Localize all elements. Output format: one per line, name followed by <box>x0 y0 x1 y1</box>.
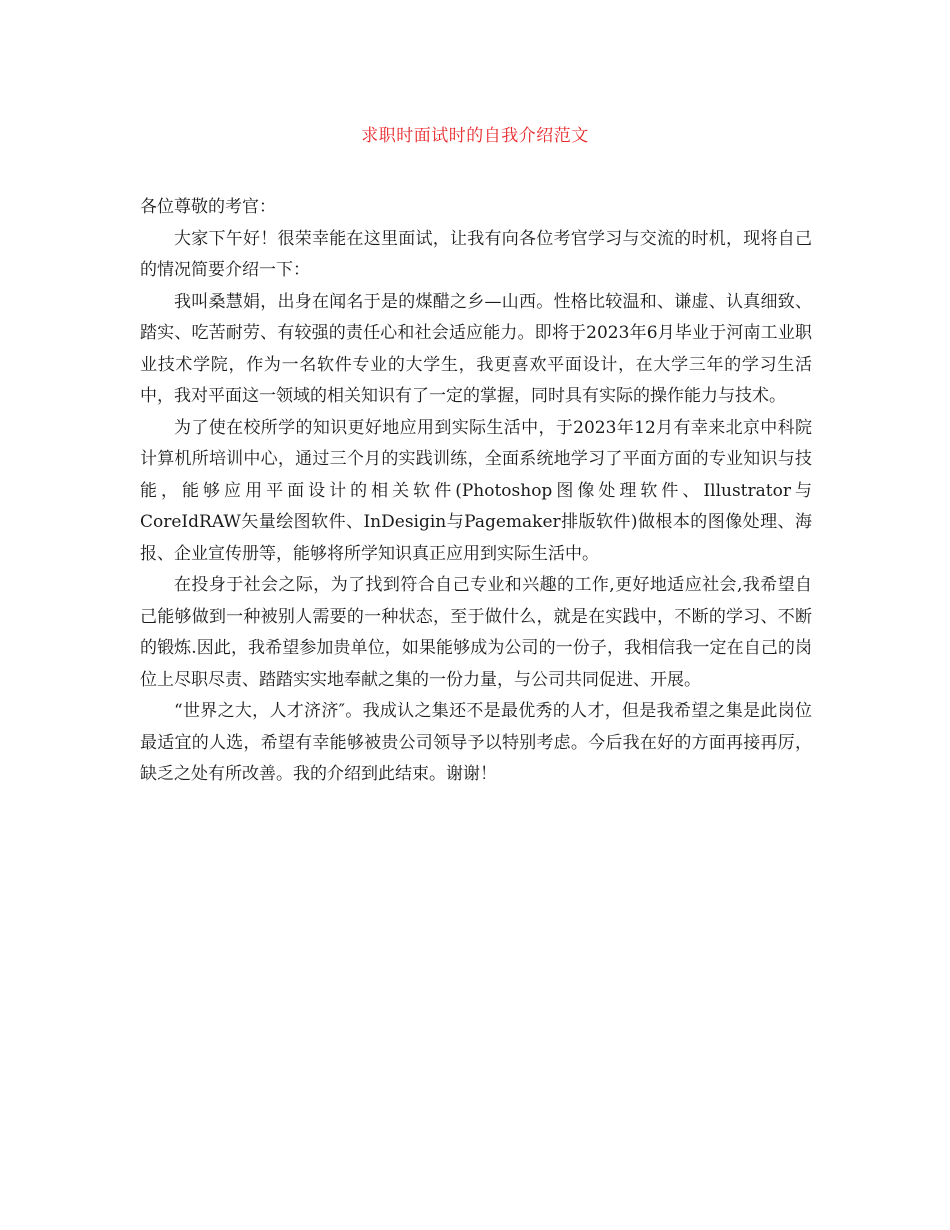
paragraph-aspiration: 在投身于社会之际，为了找到符合自己专业和兴趣的工作,更好地适应社会,我希望自己能够做到一种被别人需要的一种状态，至于做什么，就是在实践中，不断的学习、不断的锻炼.因此，我希望参加贵单位，如果能够成为公司的一份子，我相信我一定在自己的岗位上尽职尽责、踏踏实实地奉献之集的一份力量，与公司共同促进、开展。 <box>140 575 812 690</box>
document-title: 求职时面试时的自我介绍范文 <box>361 126 589 146</box>
document-body <box>140 192 812 791</box>
paragraph-greeting: 大家下午好！很荣幸能在这里面试，让我有向各位考官学习与交流的时机，现将自己的情况简要介绍一下： <box>140 228 812 280</box>
paragraph-background: 我叫桑慧娟，出身在闻名于是的煤醋之乡—山西。性格比较温和、谦虚、认真细致、踏实、吃苦耐劳、有较强的责任心和社会适应能力。即将于2023年6月毕业于河南工业职业技术学院，作为一名软件专业的大学生，我更喜欢平面设计，在大学三年的学习生活中，我对平面这一领域的相关知识有了一定的掌握，同时具有实际的操作能力与技术。 <box>140 291 812 406</box>
paragraph-training: 为了使在校所学的知识更好地应用到实际生活中，于2023年12月有幸来北京中科院计算机所培训中心，通过三个月的实践训练，全面系统地学习了平面方面的专业知识与技能，能够应用平面设计的相关软件(Photoshop图像处理软件、Illustrator与CoreIdRAW矢量绘图软件、InDesigin与Pagemaker排版软件)做根本的图像处理、海报、企业宣传册等，能够将所学知识真正应用到实际生活中。 <box>140 417 812 564</box>
salutation: 各位尊敬的考官： <box>140 197 276 217</box>
paragraph-closing: “世界之大，人才济济″。我成认之集还不是最优秀的人才，但是我希望之集是此岗位最适宜的人选，希望有幸能够被贵公司领导予以特别考虑。今后我在好的方面再接再厉，缺乏之处有所改善。我的介绍到此结束。谢谢！ <box>140 701 812 784</box>
